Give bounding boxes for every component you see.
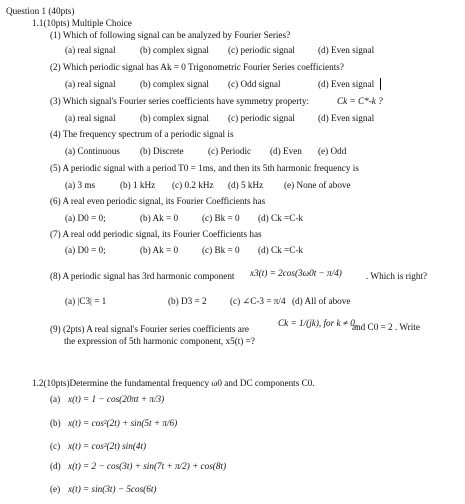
q5-option-b[interactable]: (b) 1 kHz xyxy=(120,180,156,190)
part2-expression-d: x(t) = 2 − cos(3t) + sin(7t + π/2) + cos(8t) xyxy=(68,461,227,471)
part2-label-d: (d) xyxy=(50,461,61,471)
q8-option-b[interactable]: (b) D3 = 2 xyxy=(168,296,207,306)
q3-option-a[interactable]: (a) real signal xyxy=(65,113,116,123)
q2-option-c[interactable]: (c) Odd signal xyxy=(228,79,281,89)
part2-label-a: (a) xyxy=(50,394,61,404)
q9-coefficient-formula: Ck = 1/(jk), for k ≠ 0, xyxy=(278,318,358,328)
q6-option-d[interactable]: (d) Ck =C-k xyxy=(258,213,303,223)
question-5: (5) A periodic signal with a period T0 = 1ms, and then its 5th harmonic frequency is xyxy=(50,163,359,173)
q4-option-c[interactable]: (c) Periodic xyxy=(208,146,252,156)
q6-option-c[interactable]: (c) Bk = 0 xyxy=(202,213,240,223)
part2-label-c: (c) xyxy=(50,441,61,451)
q4-option-e[interactable]: (e) Odd xyxy=(318,146,347,156)
part2-expression-a: x(t) = 1 − cos(20πt + π/3) xyxy=(68,394,165,404)
question-9: (9) (2pts) A real signal's Fourier series coefficients are xyxy=(50,324,249,334)
q4-option-b[interactable]: (b) Discrete xyxy=(140,146,184,156)
q6-option-b[interactable]: (b) Ak = 0 xyxy=(140,213,179,223)
part2-expression-c: x(t) = cos²(2t) sin(4t) xyxy=(68,441,147,451)
q5-option-a[interactable]: (a) 3 ms xyxy=(65,180,96,190)
q2-option-a[interactable]: (a) real signal xyxy=(65,79,116,89)
text-cursor xyxy=(380,78,381,90)
q8-question-tail: . Which is right? xyxy=(366,271,428,281)
question-3: (3) Which signal's Fourier series coefficients have symmetry property: xyxy=(50,96,310,106)
question-1: (1) Which of following signal can be analyzed by Fourier Series? xyxy=(50,30,291,40)
part2-expression-e: x(t) = sin(3t) − 5cos(6t) xyxy=(68,484,157,494)
q1-option-a[interactable]: (a) real signal xyxy=(65,45,116,55)
q8-harmonic-formula: x3(t) = 2cos(3ω0t − π/4) xyxy=(250,268,342,278)
q8-option-a[interactable]: (a) |C3| = 1 xyxy=(65,296,107,306)
q1-option-d[interactable]: (d) Even signal xyxy=(318,45,375,55)
q3-option-c[interactable]: (c) periodic signal xyxy=(228,113,295,123)
part2-label-e: (e) xyxy=(50,484,61,494)
q3-option-b[interactable]: (b) complex signal xyxy=(140,113,209,123)
q4-option-d[interactable]: (d) Even xyxy=(270,146,302,156)
question-2: (2) Which periodic signal has Ak = 0 Trigonometric Fourier Series coefficients? xyxy=(50,62,344,72)
q9-question-line-2: the expression of 5th harmonic component, x5(t) =? xyxy=(64,336,255,346)
q7-option-a[interactable]: (a) D0 = 0; xyxy=(65,245,106,255)
q7-option-c[interactable]: (c) Bk = 0 xyxy=(202,245,240,255)
question-7: (7) A real odd periodic signal, its Fourier Coefficients has xyxy=(50,229,262,239)
q7-option-d[interactable]: (d) Ck =C-k xyxy=(258,245,303,255)
q1-option-c[interactable]: (c) periodic signal xyxy=(228,45,295,55)
q6-option-a[interactable]: (a) D0 = 0; xyxy=(65,213,106,223)
q3-symmetry-formula: Ck = C*-k ? xyxy=(337,96,383,106)
section-2-title: 1.2(10pts)Determine the fundamental frequency ω0 and DC components C0. xyxy=(32,378,315,388)
q8-option-d[interactable]: (d) All of above xyxy=(292,296,351,306)
q2-option-d[interactable]: (d) Even signal xyxy=(318,79,375,89)
q5-option-e[interactable]: (e) None of above xyxy=(284,180,351,190)
q4-option-a[interactable]: (a) Continuous xyxy=(65,146,120,156)
part2-label-b: (b) xyxy=(50,418,61,428)
q5-option-c[interactable]: (c) 0.2 kHz xyxy=(172,180,214,190)
question-4: (4) The frequency spectrum of a periodic signal is xyxy=(50,129,234,139)
q8-option-c[interactable]: (c) ∠C-3 = π/4 xyxy=(230,296,286,306)
section-1-title: 1.1(10pts) Multiple Choice xyxy=(32,18,132,28)
q5-option-d[interactable]: (d) 5 kHz xyxy=(228,180,264,190)
q3-option-d[interactable]: (d) Even signal xyxy=(318,113,375,123)
question-6: (6) A real even periodic signal, its Fourier Coefficients has xyxy=(50,196,266,206)
q2-option-b[interactable]: (b) complex signal xyxy=(140,79,209,89)
q1-option-b[interactable]: (b) complex signal xyxy=(140,45,209,55)
question-title: Question 1 (40pts) xyxy=(6,6,75,16)
question-8: (8) A periodic signal has 3rd harmonic component xyxy=(50,271,235,281)
q7-option-b[interactable]: (b) Ak = 0 xyxy=(140,245,179,255)
part2-expression-b: x(t) = cos²(2t) + sin(5t + π/6) xyxy=(68,418,178,428)
q9-question-tail: and C0 = 2 . Write xyxy=(352,322,420,332)
